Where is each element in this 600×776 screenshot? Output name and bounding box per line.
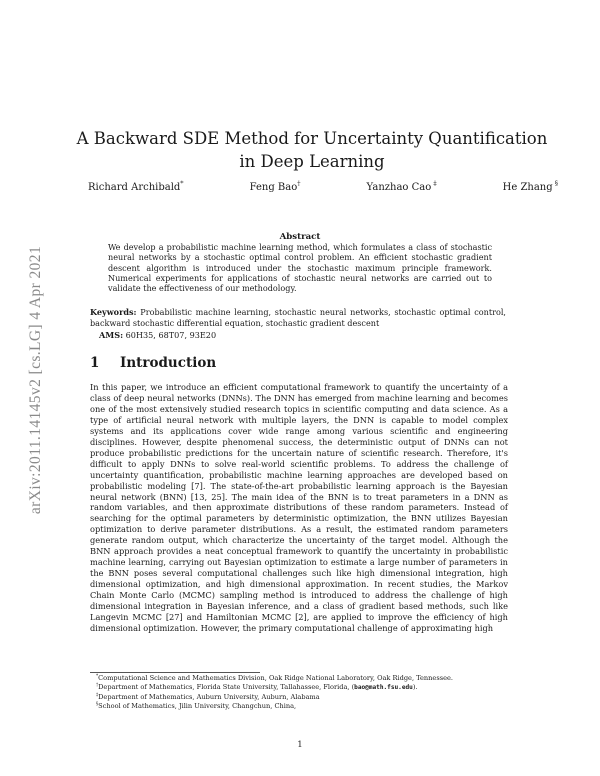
author: Richard Archibald* <box>88 179 184 193</box>
section-number: 1 <box>90 355 100 371</box>
email-address: bao@math.fsu.edu <box>354 683 413 691</box>
section-title: Introduction <box>120 355 217 371</box>
arxiv-side-stamp <box>20 160 52 600</box>
footnote: *Computational Science and Mathematics Division, Oak Ridge National Laboratory, Oak Ridge, Tennessee. <box>96 673 453 682</box>
footnotes <box>90 674 508 711</box>
keywords <box>90 307 506 328</box>
page-number: 1 <box>297 740 303 750</box>
keywords-label: Keywords: <box>90 307 137 317</box>
ams-label: AMS: <box>99 330 124 340</box>
introduction-paragraph: In this paper, we introduce an efficient computational framework to quantify the uncertainty of a class of deep neural networks (DNNs). The DNN has emerged from machine learning and becomes one of the most extensively studied research topics in scientific computing and data science. As a type of artificial neural network with multiple layers, the DNN is capable to model complex systems and its applications cover wide range among various scientific and engineering disciplines. However, despite phenomenal success, the deterministic output of DNNs can not produce probabilistic predictions for the uncertain nature of scientific research. Therefore, it's difficult to apply DNNs to solve real-world scientific problems. To address the challenge of uncertainty quantification, probabilistic machine learning approaches are developed based on probabilistic modeling [7]. The state-of-the-art probabilistic learning approach is the Bayesian neural network (BNN) [13, 25]. The main idea of the BNN is to treat parameters in a DNN as random variables, and then approximate distributions of these random parameters. Instead of searching for the optimal parameters by deterministic optimization, the BNN utilizes Bayesian optimization to derive parameter distributions. As a result, the estimated random parameters generate random output, which characterize the uncertainty of the target model. Although the BNN approach provides a neat conceptual framework to quantify the uncertainty in probabilistic machine learning, carrying out Bayesian optimization to estimate a large number of parameters in the BNN poses several computational challenges such like high dimensional integration, high dimensional optimization, and high dimensional approximation. In recent studies, the Markov Chain Monte Carlo (MCMC) sampling method is introduced to address the challenge of high dimensional integration in Bayesian inference, and a class of gradient based methods, such like Langevin MCMC [27] and Hamiltonian MCMC [2], are applied to improve the efficiency of high dimensional optimization. However, the primary computational challenge of approximating high <box>90 382 508 633</box>
footnote: §School of Mathematics, Jilin University, Changchun, China, <box>96 701 297 710</box>
author-list <box>88 179 558 193</box>
footnote-divider <box>90 672 260 673</box>
abstract-text: We develop a probabilistic machine learning method, which formulates a class of stochastic neural networks by a stochastic optimal control problem. An efficient stochastic gradient descent algorithm is introduced under the stochastic maximum principle framework. Numerical experiments for applications of stochastic neural networks are carried out to validate the effectiveness of our methodology. <box>108 242 492 294</box>
author: Feng Bao† <box>249 179 301 193</box>
keywords-text: Probabilistic machine learning, stochastic neural networks, stochastic optimal control, backward stochastic differential equation, stochastic gradient descent <box>90 307 506 328</box>
ams-classification <box>99 330 216 340</box>
footnote: ‡Department of Mathematics, Auburn University, Auburn, Alabama <box>96 692 320 701</box>
author: Yanzhao Cao ‡ <box>366 179 437 193</box>
paper-title: A Backward SDE Method for Uncertainty Quantification in Deep Learning <box>76 129 548 171</box>
author: He Zhang § <box>502 179 558 193</box>
section-heading <box>90 355 216 371</box>
abstract-heading: Abstract <box>279 232 321 242</box>
footnote: †Department of Mathematics, Florida State University, Tallahassee, Florida, (bao@math.fsu.edu). <box>96 682 418 691</box>
ams-codes: 60H35, 68T07, 93E20 <box>123 330 217 340</box>
arxiv-identifier: arXiv:2011.14145v2 [cs.LG] 4 Apr 2021 <box>27 245 44 515</box>
